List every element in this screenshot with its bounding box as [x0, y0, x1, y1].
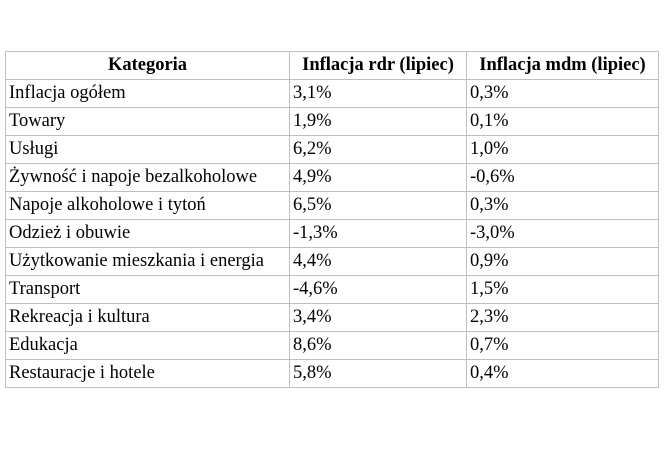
cell-category: Towary [6, 108, 290, 136]
table-row [6, 360, 659, 388]
cell-category: Restauracje i hotele [6, 360, 290, 388]
cell-yoy: -4,6% [290, 276, 467, 304]
cell-category: Usługi [6, 136, 290, 164]
cell-category: Odzież i obuwie [6, 220, 290, 248]
table-row [6, 332, 659, 360]
cell-mom: 0,3% [467, 192, 659, 220]
table-row [6, 164, 659, 192]
table-row [6, 220, 659, 248]
cell-mom: 1,0% [467, 136, 659, 164]
cell-mom: 0,4% [467, 360, 659, 388]
inflation-table-container [5, 51, 659, 388]
cell-mom: 0,3% [467, 80, 659, 108]
cell-category: Żywność i napoje bezalkoholowe [6, 164, 290, 192]
cell-yoy: 8,6% [290, 332, 467, 360]
table-body [6, 80, 659, 388]
table-row [6, 304, 659, 332]
cell-mom: 2,3% [467, 304, 659, 332]
cell-mom: 0,1% [467, 108, 659, 136]
cell-mom: 0,9% [467, 248, 659, 276]
cell-category: Inflacja ogółem [6, 80, 290, 108]
table-row [6, 136, 659, 164]
header-row [6, 52, 659, 80]
cell-category: Rekreacja i kultura [6, 304, 290, 332]
cell-category: Użytkowanie mieszkania i energia [6, 248, 290, 276]
table-row [6, 248, 659, 276]
cell-yoy: 3,1% [290, 80, 467, 108]
cell-mom: 1,5% [467, 276, 659, 304]
cell-mom: -0,6% [467, 164, 659, 192]
cell-yoy: 6,2% [290, 136, 467, 164]
cell-yoy: 6,5% [290, 192, 467, 220]
cell-yoy: 4,9% [290, 164, 467, 192]
cell-category: Edukacja [6, 332, 290, 360]
cell-yoy: 3,4% [290, 304, 467, 332]
cell-yoy: 4,4% [290, 248, 467, 276]
table-row [6, 192, 659, 220]
header-mom: Inflacja mdm (lipiec) [467, 52, 659, 80]
header-category: Kategoria [6, 52, 290, 80]
header-yoy: Inflacja rdr (lipiec) [290, 52, 467, 80]
cell-yoy: 1,9% [290, 108, 467, 136]
cell-category: Transport [6, 276, 290, 304]
table-row [6, 80, 659, 108]
cell-mom: 0,7% [467, 332, 659, 360]
table-row [6, 276, 659, 304]
cell-yoy: -1,3% [290, 220, 467, 248]
cell-mom: -3,0% [467, 220, 659, 248]
cell-category: Napoje alkoholowe i tytoń [6, 192, 290, 220]
inflation-table [5, 51, 659, 388]
table-row [6, 108, 659, 136]
cell-yoy: 5,8% [290, 360, 467, 388]
